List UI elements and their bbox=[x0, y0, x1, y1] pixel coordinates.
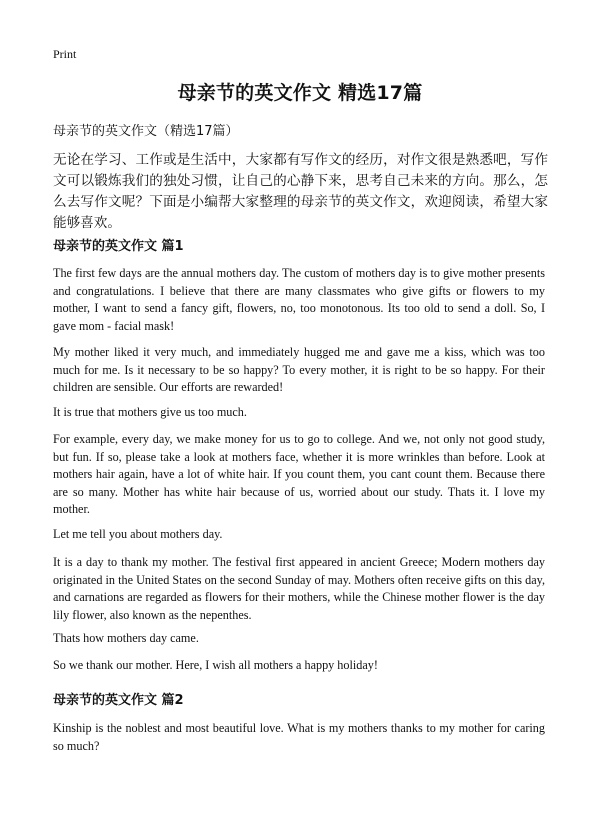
document-subtitle: 母亲节的英文作文（精选17篇） bbox=[53, 124, 239, 139]
section-heading-2: 母亲节的英文作文 篇2 bbox=[53, 693, 184, 708]
section-heading-1: 母亲节的英文作文 篇1 bbox=[53, 239, 184, 254]
paragraph: So we thank our mother. Here, I wish all mothers a happy holiday! bbox=[53, 658, 378, 672]
paragraph: Thats how mothers day came. bbox=[53, 631, 199, 645]
paragraph: Let me tell you about mothers day. bbox=[53, 527, 223, 541]
paragraph: For example, every day, we make money for us to go to college. And we, not only not good study, but fun. If so, please take a look at mothers face, whether it is more wrinkles than before. Look at mothers hair again, have a lot of white hair. If you count them, you cant count them. Because there are so many. Mother has white hair because of us, worried about our study. Thats it. I love my mother. bbox=[53, 432, 545, 517]
paragraph: It is true that mothers give us too much. bbox=[53, 405, 247, 419]
paragraph: It is a day to thank my mother. The festival first appeared in ancient Greece; Modern mothers day originated in the United States on the second Sunday of may. Mothers often receive gifts on this day, and carnations are regarded as flowers for their mothers, while the Chinese mother flower is the day lily flower, also known as the nepenthes. bbox=[53, 555, 545, 622]
intro-paragraph: 无论在学习、工作或是生活中，大家都有写作文的经历，对作文很是熟悉吧，写作文可以锻炼我们的独处习惯，让自己的心静下来，思考自己未来的方向。那么，怎么去写作文呢？下面是小编帮大家整理的母亲节的英文作文，欢迎阅读，希望大家能够喜欢。 bbox=[53, 152, 548, 231]
print-label[interactable]: Print bbox=[53, 47, 77, 61]
paragraph: The first few days are the annual mothers day. The custom of mothers day is to give mother presents and congratulations. I believe that there are many classmates who give gifts or flowers to my mother, I want to send a fancy gift, flowers, no, too monotonous. Its too old to send a doll. So, I gave mom - facial mask! bbox=[53, 266, 545, 333]
paragraph: Kinship is the noblest and most beautiful love. What is my mothers thanks to my mother for caring so much? bbox=[53, 721, 545, 753]
document-title: 母亲节的英文作文 精选17篇 bbox=[177, 82, 423, 104]
paragraph: My mother liked it very much, and immediately hugged me and gave me a kiss, which was too much for me. Is it necessary to be so happy? To every mother, it is right to be so happy. For their children are sensible. Our efforts are rewarded! bbox=[53, 345, 545, 395]
